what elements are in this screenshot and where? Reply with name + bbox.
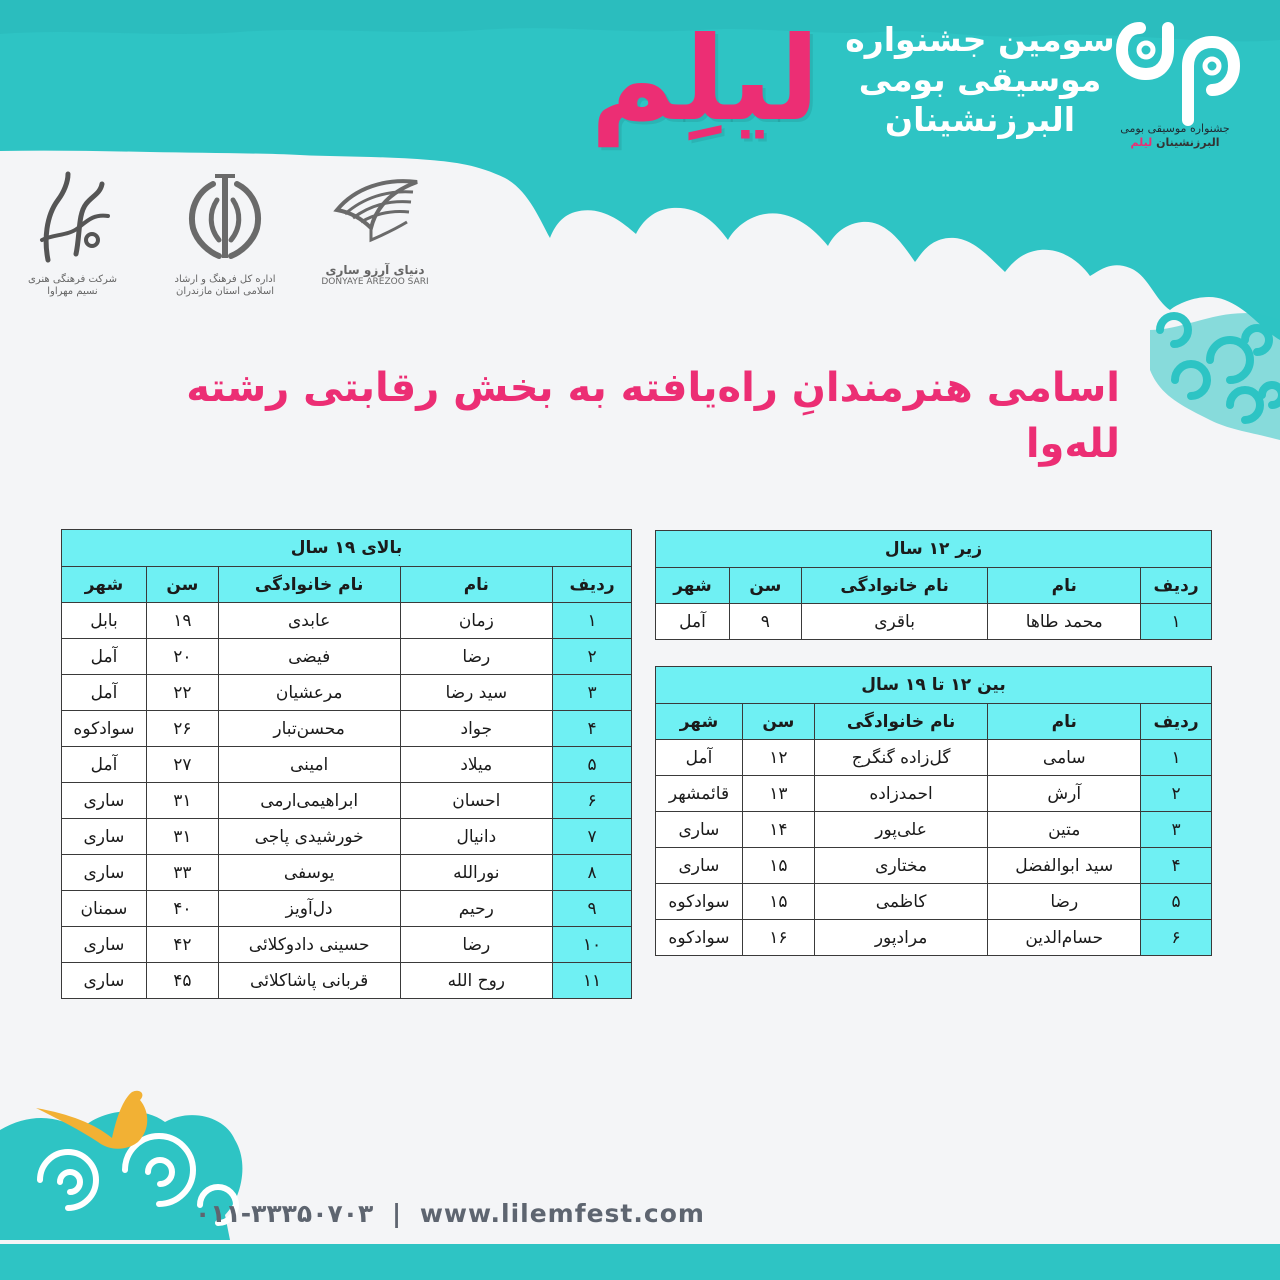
row-number-cell: ۱۰ — [553, 927, 632, 963]
first-name-cell: دانیال — [400, 819, 553, 855]
row-number-cell: ۵ — [1141, 884, 1212, 920]
row-number-cell: ۱ — [1141, 604, 1212, 640]
last-name-cell: قربانی پاشاکلائی — [218, 963, 400, 999]
festival-name-logo: لیلِم — [590, 12, 820, 147]
row-number-cell: ۸ — [553, 855, 632, 891]
row-number-cell: ۳ — [553, 675, 632, 711]
table-row — [62, 855, 632, 891]
first-name-cell: متین — [988, 812, 1141, 848]
last-name-cell: خورشیدی پاجی — [218, 819, 400, 855]
city-cell: ساری — [62, 855, 147, 891]
first-name-cell: محمد طاها — [988, 604, 1141, 640]
first-name-cell: رضا — [400, 927, 553, 963]
table-row — [62, 963, 632, 999]
row-number-cell: ۱ — [553, 603, 632, 639]
row-number-cell: ۲ — [1141, 776, 1212, 812]
sponsor-caption: شرکت فرهنگی هنری نسیم مهراوا — [28, 274, 117, 297]
table-row — [62, 927, 632, 963]
table-row — [62, 639, 632, 675]
table-row — [656, 848, 1212, 884]
harava-logo-icon — [28, 170, 118, 270]
city-cell: قائمشهر — [656, 776, 743, 812]
first-name-cell: رحیم — [400, 891, 553, 927]
table-between-12-19 — [655, 666, 1212, 956]
first-name-cell: جواد — [400, 711, 553, 747]
last-name-cell: امینی — [218, 747, 400, 783]
age-cell: ۱۴ — [742, 812, 814, 848]
last-name-cell: احمدزاده — [814, 776, 988, 812]
table-row — [656, 740, 1212, 776]
age-cell: ۳۱ — [146, 783, 218, 819]
table-header-row — [656, 568, 1212, 604]
first-name-cell: رضا — [988, 884, 1141, 920]
table-row — [62, 603, 632, 639]
city-cell: سمنان — [62, 891, 147, 927]
city-cell: ساری — [62, 927, 147, 963]
city-cell: سوادکوه — [656, 884, 743, 920]
sponsor-caption: دنیای آرزو ساری — [325, 263, 425, 277]
age-cell: ۱۵ — [742, 884, 814, 920]
festival-brand-logo-icon — [1110, 16, 1240, 136]
row-number-cell: ۲ — [553, 639, 632, 675]
city-cell: آمل — [656, 740, 743, 776]
brand-caption-line2 — [1110, 136, 1240, 150]
age-cell: ۱۵ — [742, 848, 814, 884]
col-header: نام — [400, 567, 553, 603]
page-title: اسامی هنرمندانِ راه‌یافته به بخش رقابتی رشته لله‌وا — [186, 365, 1120, 467]
row-number-cell: ۱۱ — [553, 963, 632, 999]
row-number-cell: ۹ — [553, 891, 632, 927]
col-header: سن — [742, 704, 814, 740]
city-cell: ساری — [656, 812, 743, 848]
last-name-cell: علی‌پور — [814, 812, 988, 848]
sponsor-donyaye-arezoo — [320, 170, 430, 300]
table-row — [656, 920, 1212, 956]
brand-caption-line1: جشنواره موسیقی بومی — [1120, 122, 1230, 135]
city-cell: سوادکوه — [656, 920, 743, 956]
row-number-cell: ۵ — [553, 747, 632, 783]
table-heading: بالای ۱۹ سال — [62, 530, 632, 567]
age-cell: ۲۷ — [146, 747, 218, 783]
table-row — [656, 604, 1212, 640]
first-name-cell: سید ابوالفضل — [988, 848, 1141, 884]
table-row — [656, 776, 1212, 812]
sponsor-ershad — [165, 170, 285, 300]
col-header: نام خانوادگی — [814, 704, 988, 740]
first-name-cell: نورالله — [400, 855, 553, 891]
table-row — [62, 675, 632, 711]
city-cell: آمل — [656, 604, 730, 640]
col-header: سن — [146, 567, 218, 603]
first-name-cell: روح الله — [400, 963, 553, 999]
city-cell: ساری — [62, 783, 147, 819]
bottom-band — [0, 1244, 1280, 1280]
table-heading: زیر ۱۲ سال — [656, 531, 1212, 568]
sponsor-harava — [25, 170, 120, 300]
festival-title-line: البرزنشینان — [884, 100, 1076, 139]
city-cell: آمل — [62, 675, 147, 711]
table-row — [62, 891, 632, 927]
table-row — [62, 783, 632, 819]
city-cell: سوادکوه — [62, 711, 147, 747]
table-row — [62, 819, 632, 855]
first-name-cell: رضا — [400, 639, 553, 675]
last-name-cell: مرعشیان — [218, 675, 400, 711]
festival-title-line: موسیقی بومی — [858, 60, 1102, 99]
age-cell: ۲۰ — [146, 639, 218, 675]
age-cell: ۲۲ — [146, 675, 218, 711]
first-name-cell: سامی — [988, 740, 1141, 776]
last-name-cell: مرادپور — [814, 920, 988, 956]
col-header: نام خانوادگی — [218, 567, 400, 603]
city-cell: ساری — [656, 848, 743, 884]
table-over-19 — [61, 529, 632, 999]
last-name-cell: گل‌زاده گنگرج — [814, 740, 988, 776]
age-cell: ۹ — [729, 604, 801, 640]
age-cell: ۱۹ — [146, 603, 218, 639]
city-cell: آمل — [62, 747, 147, 783]
table-header-row — [62, 567, 632, 603]
table-row — [62, 711, 632, 747]
table-row — [656, 884, 1212, 920]
row-number-cell: ۶ — [553, 783, 632, 819]
col-header: نام — [988, 568, 1141, 604]
sponsor-caption-en: DONYAYE AREZOO SARI — [321, 277, 429, 287]
age-cell: ۱۳ — [742, 776, 814, 812]
donyaye-arezoo-logo-icon — [325, 170, 425, 260]
first-name-cell: حسام‌الدین — [988, 920, 1141, 956]
city-cell: بابل — [62, 603, 147, 639]
footer-phone: ۰۱۱-۳۳۳۵۰۷۰۳ — [195, 1199, 374, 1228]
city-cell: ساری — [62, 819, 147, 855]
row-number-cell: ۴ — [553, 711, 632, 747]
last-name-cell: باقری — [801, 604, 988, 640]
col-header: نام — [988, 704, 1141, 740]
last-name-cell: محسن‌تبار — [218, 711, 400, 747]
footer-separator: | — [391, 1199, 402, 1228]
brand-caption-highlight: لیلم — [1130, 136, 1153, 149]
brand-caption — [1110, 122, 1240, 150]
last-name-cell: حسینی دادوکلائی — [218, 927, 400, 963]
city-cell: ساری — [62, 963, 147, 999]
first-name-cell: زمان — [400, 603, 553, 639]
table-under-12 — [655, 530, 1212, 640]
table-row — [62, 747, 632, 783]
row-number-cell: ۶ — [1141, 920, 1212, 956]
col-header: نام خانوادگی — [801, 568, 988, 604]
table-heading: بین ۱۲ تا ۱۹ سال — [656, 667, 1212, 704]
last-name-cell: کاظمی — [814, 884, 988, 920]
age-cell: ۳۳ — [146, 855, 218, 891]
col-header: ردیف — [1141, 704, 1212, 740]
age-cell: ۱۶ — [742, 920, 814, 956]
brand-caption-part: البرزنشینان — [1152, 136, 1220, 149]
festival-title-line: سومین جشنواره — [845, 20, 1115, 59]
last-name-cell: فیضی — [218, 639, 400, 675]
age-cell: ۴۲ — [146, 927, 218, 963]
footer-website-link[interactable]: www.lilemfest.com — [419, 1199, 705, 1228]
col-header: ردیف — [1141, 568, 1212, 604]
first-name-cell: سید رضا — [400, 675, 553, 711]
last-name-cell: مختاری — [814, 848, 988, 884]
table-header-row — [656, 704, 1212, 740]
col-header: سن — [729, 568, 801, 604]
sponsor-caption: اداره کل فرهنگ و ارشاد اسلامی استان مازندران — [174, 274, 276, 297]
row-number-cell: ۳ — [1141, 812, 1212, 848]
age-cell: ۲۶ — [146, 711, 218, 747]
footer-contact — [195, 1196, 705, 1232]
age-cell: ۴۵ — [146, 963, 218, 999]
last-name-cell: عابدی — [218, 603, 400, 639]
row-number-cell: ۷ — [553, 819, 632, 855]
col-header: ردیف — [553, 567, 632, 603]
age-cell: ۱۲ — [742, 740, 814, 776]
last-name-cell: ابراهیمی‌ارمی — [218, 783, 400, 819]
first-name-cell: احسان — [400, 783, 553, 819]
age-cell: ۳۱ — [146, 819, 218, 855]
age-cell: ۴۰ — [146, 891, 218, 927]
col-header: شهر — [656, 704, 743, 740]
last-name-cell: دل‌آویز — [218, 891, 400, 927]
last-name-cell: یوسفی — [218, 855, 400, 891]
first-name-cell: میلاد — [400, 747, 553, 783]
first-name-cell: آرش — [988, 776, 1141, 812]
col-header: شهر — [62, 567, 147, 603]
city-cell: آمل — [62, 639, 147, 675]
row-number-cell: ۴ — [1141, 848, 1212, 884]
festival-title — [845, 20, 1115, 140]
row-number-cell: ۱ — [1141, 740, 1212, 776]
col-header: شهر — [656, 568, 730, 604]
table-row — [656, 812, 1212, 848]
iran-emblem-icon — [175, 170, 275, 270]
